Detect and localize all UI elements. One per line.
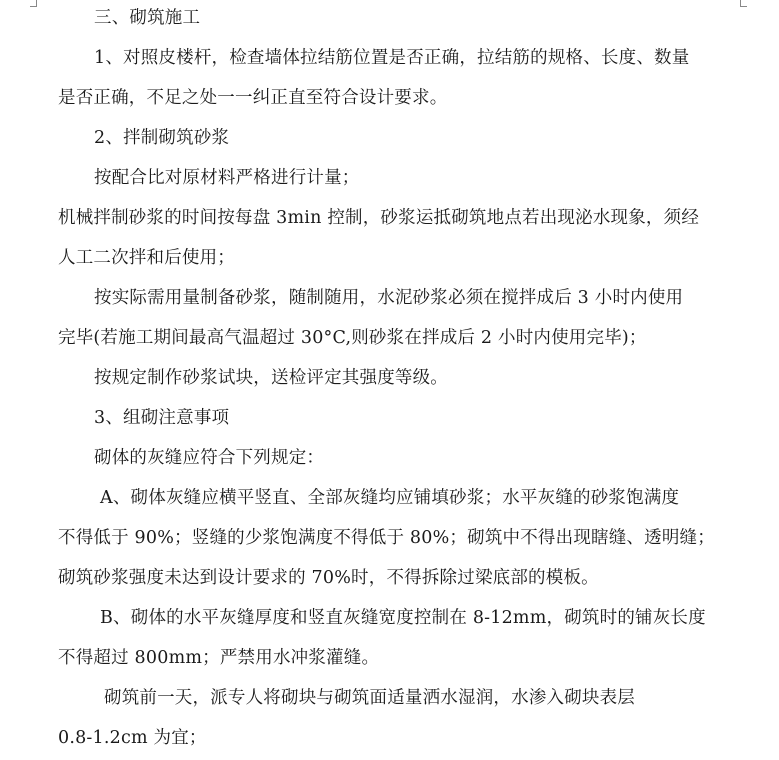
item-2-heading: 2、拌制砌筑砂浆 <box>94 128 230 148</box>
test-block-paragraph: 按规定制作砂浆试块，送检评定其强度等级。 <box>94 368 448 388</box>
wetting-line-2: 0.8-1.2cm 为宜； <box>58 728 207 748</box>
rule-a-line-3: 砌筑砂浆强度未达到设计要求的 70%时，不得拆除过梁底部的模板。 <box>58 568 599 588</box>
rule-a-line-2: 不得低于 90%；竖缝的少浆饱满度不得低于 80%；砌筑中不得出现瞎缝、透明缝； <box>58 528 715 548</box>
rule-a-line-1: A、砌体灰缝应横平竖直、全部灰缝均应铺填砂浆；水平灰缝的砂浆饱满度 <box>100 488 680 508</box>
wetting-line-1: 砌筑前一天，派专人将砌块与砌筑面适量洒水湿润，水渗入砌块表层 <box>104 688 635 708</box>
mixing-time-line-2: 人工二次拌和后使用； <box>58 248 235 268</box>
rule-b-line-2: 不得超过 800mm；严禁用水冲浆灌缝。 <box>58 648 380 668</box>
mix-ratio-paragraph: 按配合比对原材料严格进行计量； <box>94 168 360 188</box>
section-heading-masonry: 三、砌筑施工 <box>94 8 201 28</box>
item-1-line-1: 1、对照皮楼杆，检查墙体拉结筋位置是否正确，拉结筋的规格、长度、数量 <box>94 48 690 68</box>
rule-b-line-1: B、砌体的水平灰缝厚度和竖直灰缝宽度控制在 8-12mm，砌筑时的铺灰长度 <box>100 608 706 628</box>
mixing-time-line-1: 机械拌制砂浆的时间按每盘 3min 控制，砂浆运抵砌筑地点若出现泌水现象，须经 <box>58 208 700 228</box>
usage-time-line-1: 按实际需用量制备砂浆，随制随用，水泥砂浆必须在搅拌成后 3 小时内使用 <box>94 288 684 308</box>
page-corner-mark-right <box>740 0 747 7</box>
usage-time-line-2: 完毕(若施工期间最高气温超过 30°C,则砂浆在拌成后 2 小时内使用完毕)； <box>58 328 647 348</box>
item-3-heading: 3、组砌注意事项 <box>94 408 230 428</box>
page-corner-mark-left <box>30 0 37 7</box>
item-1-line-2: 是否正确，不足之处一一纠正直至符合设计要求。 <box>58 88 448 108</box>
mortar-joint-intro: 砌体的灰缝应符合下列规定： <box>94 448 325 468</box>
